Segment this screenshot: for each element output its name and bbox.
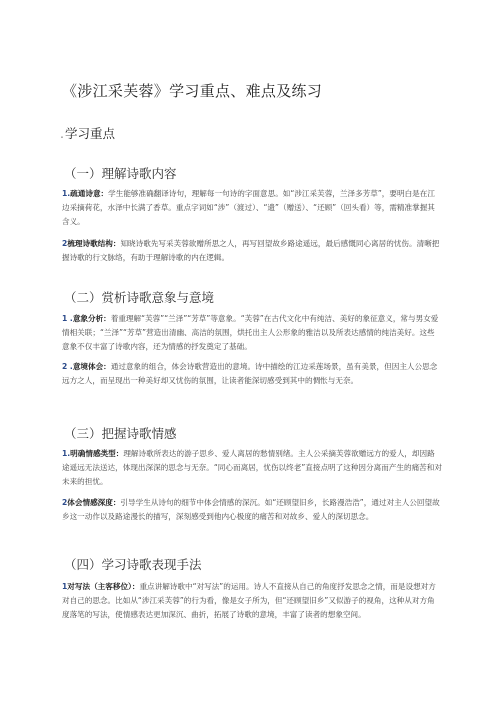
item-keyword: 意象分析： <box>72 314 111 323</box>
item-number: 2 . <box>62 362 73 371</box>
section-label: 学习重点 <box>64 126 115 141</box>
item-keyword: 梳理诗歌结构： <box>67 239 121 248</box>
subheading-3: （三）把握诗歌情感 <box>64 426 177 441</box>
item-text: 着重理解“芙蓉”“兰泽”“芳草”等意象。“芙蓉”在古代文化中有纯洁、美好的象征意义，常与男女爱情相关联；“兰泽”“芳草”营造出清幽、高洁的氛围，烘托出主人公形象的雅洁以及所表达感情的纯洁美好。这些意象不仅丰富了诗歌内容，还为情感的抒发奠定了基础。 <box>62 314 439 352</box>
list-item <box>62 360 442 388</box>
document-title: 《涉江采芙蓉》学习重点、难点及练习 <box>62 82 323 100</box>
section-prefix: . <box>60 126 64 141</box>
item-text: 学生能够准确翻译诗句，理解每一句诗的字面意思。如“涉江采芙蓉，兰泽多芳草”，要明白是在江边采摘荷花，水泽中长满了香草。重点字词如“涉”（渡过）、“遗”（赠送）、“还顾”（回头看）等，需精准掌握其含义。 <box>62 189 435 227</box>
item-text: 通过意象的组合，体会诗歌营造出的意境。诗中描绘的江边采莲场景，虽有美景，但因主人公思念远方之人，而呈现出一种美好却又忧伤的氛围，让读者能深切感受到其中的惆怅与无奈。 <box>62 362 438 386</box>
item-text: 知晓诗歌先写采芙蓉欲赠所思之人，再写回望故乡路途遥远，最后感慨同心离居的忧伤。清晰把握诗歌的行文脉络，有助于理解诗歌的内在逻辑。 <box>62 239 440 263</box>
item-keyword: 疏通诗意： <box>70 189 109 198</box>
subheading-1: （一）理解诗歌内容 <box>64 166 177 181</box>
item-text: 理解诗歌所表达的游子思乡、爱人离居的愁情别绪。主人公采摘芙蓉欲赠远方的爱人，却因路途遥远无法送达，体现出深深的思念与无奈。“同心而离居，忧伤以终老”直接点明了这种因分离而产生的痛苦和对未来的担忧。 <box>62 449 442 487</box>
subheading-4: （四）学习诗歌表现手法 <box>64 557 202 572</box>
list-item <box>62 496 442 524</box>
item-keyword: 对写法（主客移位）： <box>67 582 140 591</box>
list-item <box>62 312 442 355</box>
item-number: 2 <box>62 239 68 248</box>
list-item <box>62 447 442 490</box>
item-number: 1. <box>62 189 71 198</box>
subheading-2: （二）赏析诗歌意象与意境 <box>64 290 215 305</box>
list-item <box>62 237 442 265</box>
item-text: 重点讲解诗歌中“对写法”的运用。诗人不直接从自己的角度抒发思念之情，而是设想对方对自己的思念。比如从“涉江采芙蓉”的行为看，像是女子所为，但“还顾望旧乡”又似游子的视角，这种从对方角度落笔的写法，使情感表达更加深沉、曲折，拓展了诗歌的意境，丰富了读者的想象空间。 <box>62 582 436 620</box>
item-keyword: 意境体会： <box>72 362 111 371</box>
list-item <box>62 187 442 230</box>
section-title <box>60 124 115 142</box>
item-number: 1. <box>62 449 71 458</box>
item-number: 2 <box>62 498 68 507</box>
item-keyword: 明确情感类型： <box>70 449 124 458</box>
item-number: 1 <box>62 582 68 591</box>
item-number: 1 . <box>62 314 73 323</box>
list-item <box>62 580 442 623</box>
item-text: 引导学生从诗句的细节中体会情感的深沉。如“还顾望旧乡，长路漫浩浩”，通过对主人公回望故乡这一动作以及路途漫长的描写，深刻感受到他内心极度的痛苦和对故乡、爱人的深切思念。 <box>62 498 440 522</box>
item-keyword: 体会情感深度： <box>67 498 121 507</box>
